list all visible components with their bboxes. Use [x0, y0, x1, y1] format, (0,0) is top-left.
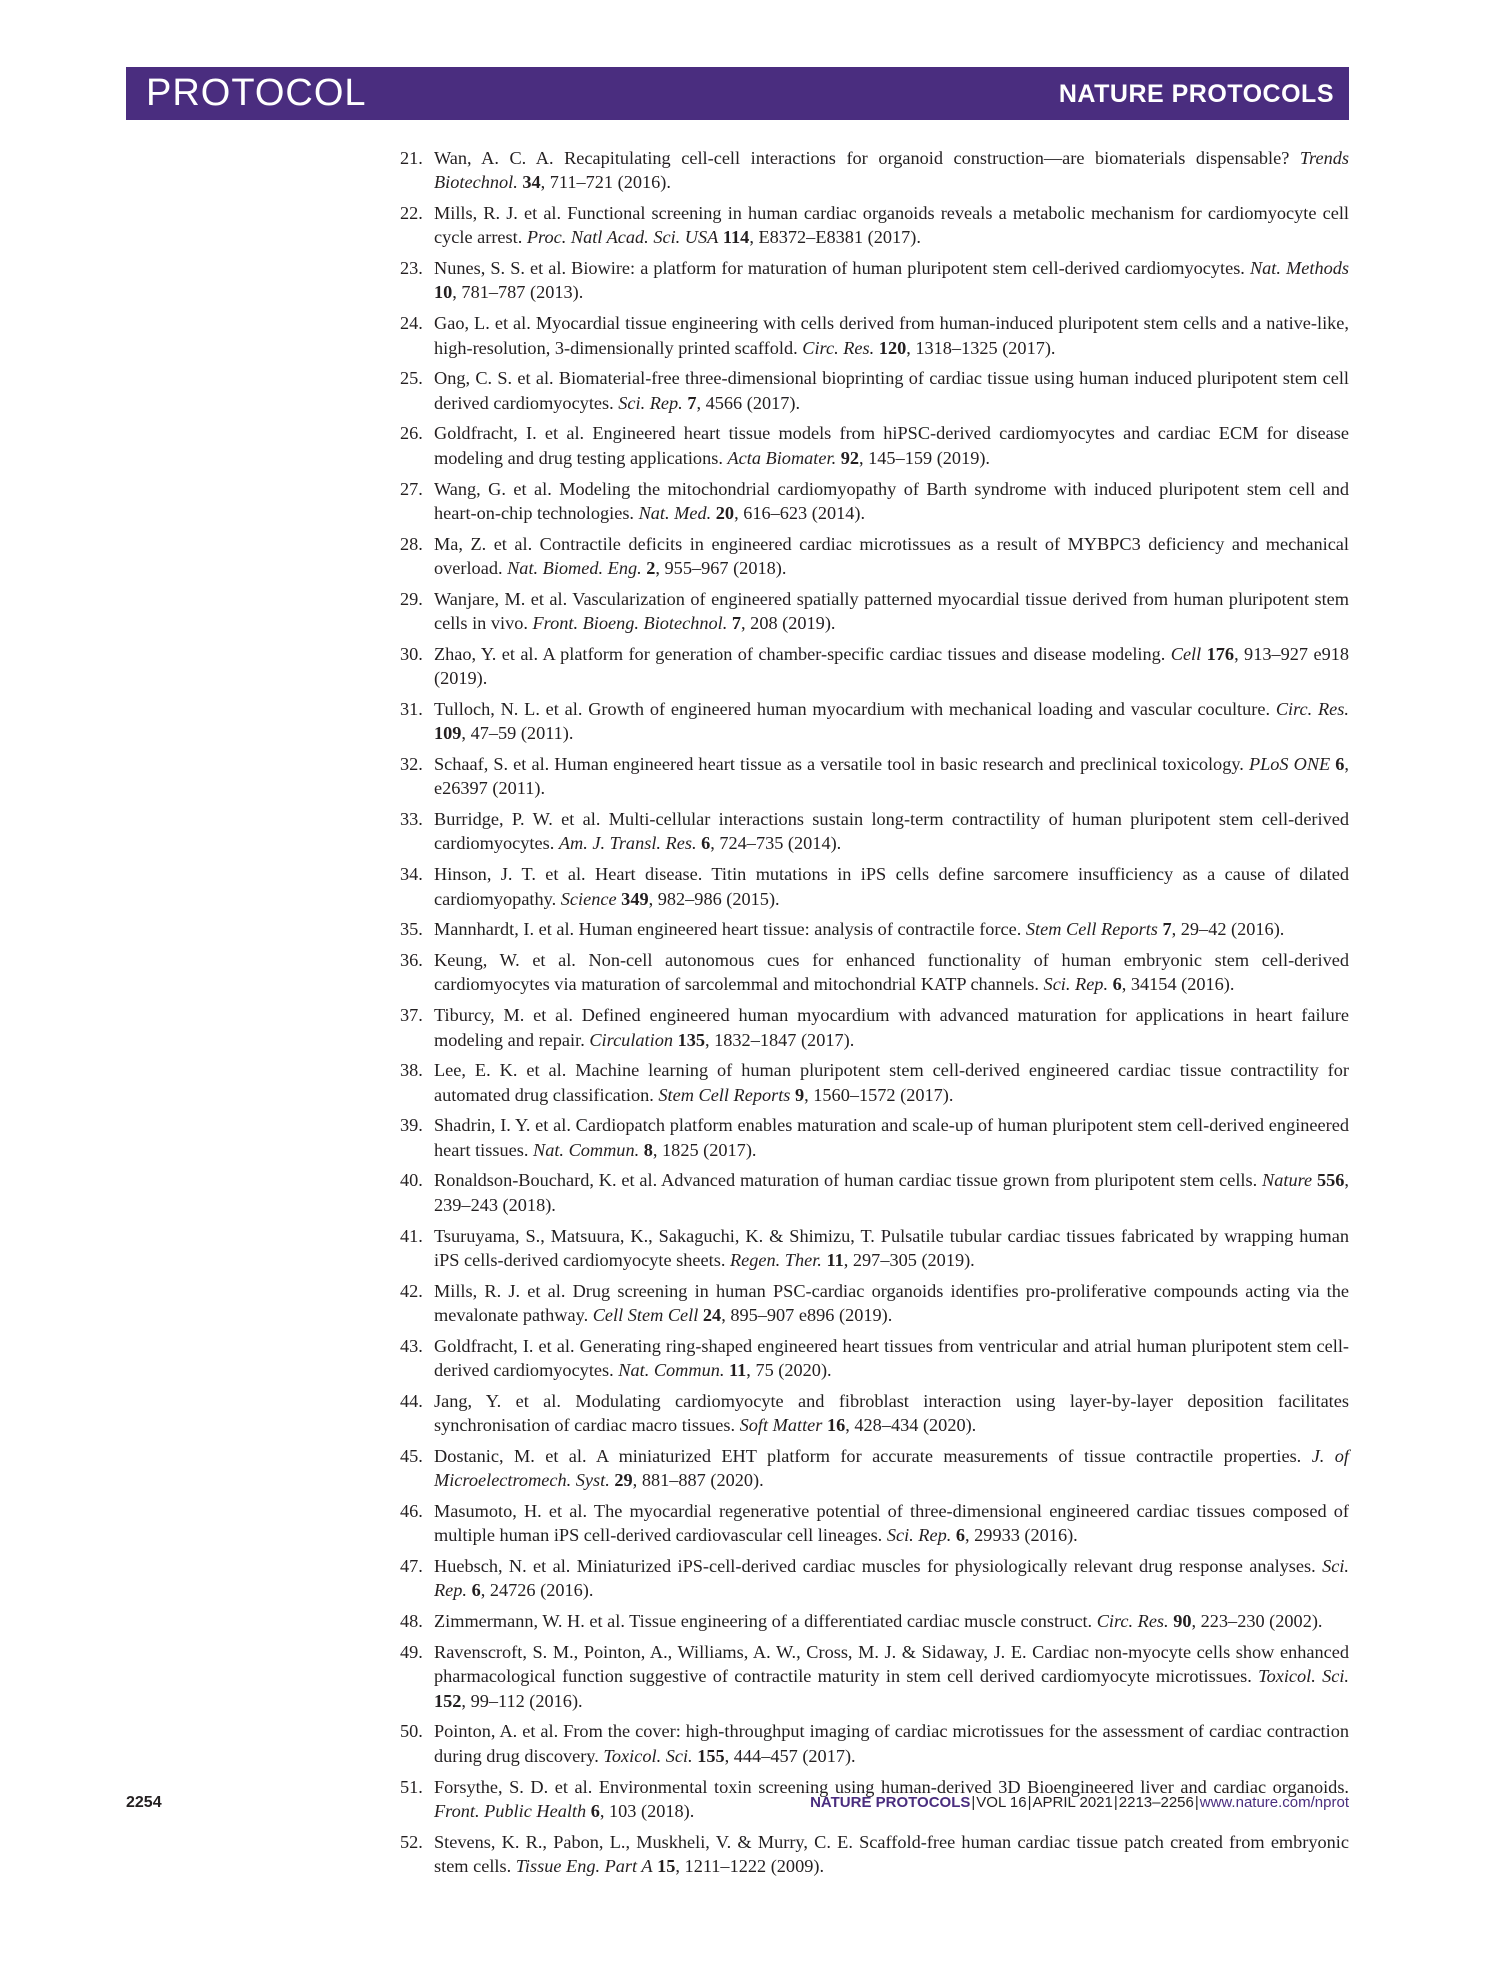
reference-volume: 6 — [955, 1525, 966, 1546]
reference-item — [400, 1224, 1349, 1273]
reference-authors-title: Mills, R. J. et al. Functional screening in human cardiac organoids reveals a metabolic mechanism for cardiomyocyte cell cycle arrest. — [434, 203, 1349, 248]
reference-journal: Sci. Rep. — [618, 392, 683, 413]
reference-text — [434, 642, 1349, 691]
reference-volume: 109 — [434, 723, 462, 744]
reference-number: 29. — [400, 588, 423, 609]
section-label: PROTOCOL — [146, 72, 367, 114]
reference-number: 42. — [400, 1280, 423, 1301]
reference-item — [400, 1444, 1349, 1493]
reference-journal: Circ. Res. — [1275, 698, 1349, 719]
reference-journal: Nat. Methods — [1249, 258, 1349, 279]
reference-volume: 7 — [687, 392, 697, 413]
reference-item — [400, 862, 1349, 911]
reference-text — [434, 1640, 1349, 1713]
reference-text — [434, 587, 1349, 636]
reference-list — [400, 146, 1349, 1885]
reference-item — [400, 642, 1349, 691]
reference-authors-title: Keung, W. et al. Non-cell autonomous cues for enhanced functionality of human embryonic stem cell-derived cardiomyocytes via maturation of sarcolemmal and mitochondrial KATP channels. — [434, 950, 1349, 995]
reference-journal: Nat. Med. — [638, 502, 712, 523]
reference-item — [400, 1499, 1349, 1548]
reference-number: 25. — [400, 368, 423, 389]
reference-journal: Trends Biotechnol. — [434, 148, 1349, 193]
reference-text — [434, 697, 1349, 746]
reference-volume: 20 — [715, 502, 735, 523]
reference-text — [434, 421, 1349, 470]
reference-item — [400, 697, 1349, 746]
reference-volume: 155 — [697, 1745, 725, 1766]
reference-pages-year: , 1211–1222 (2009). — [675, 1855, 825, 1876]
reference-pages-year: , 1825 (2017). — [652, 1139, 757, 1160]
reference-volume: 92 — [840, 447, 859, 468]
reference-text — [434, 1168, 1349, 1217]
reference-number: 49. — [400, 1642, 423, 1663]
reference-number: 48. — [400, 1611, 423, 1632]
reference-item — [400, 917, 1349, 941]
reference-journal: Am. J. Transl. Res. — [558, 833, 697, 854]
reference-authors-title: Huebsch, N. et al. Miniaturized iPS-cell-derived cardiac muscles for physiologically relevant drug response analyses. — [434, 1556, 1316, 1577]
reference-pages-year: , 297–305 (2019). — [843, 1249, 975, 1270]
reference-authors-title: Nunes, S. S. et al. Biowire: a platform for maturation of human pluripotent stem cell-derived cardiomyocytes. — [434, 258, 1245, 279]
footer-citation: NATURE PROTOCOLS|VOL 16|APRIL 2021|2213–2256|www.nature.com/nprot — [810, 1794, 1349, 1811]
reference-volume: 90 — [1173, 1611, 1192, 1632]
reference-number: 50. — [400, 1721, 423, 1742]
reference-item — [400, 421, 1349, 470]
reference-volume: 135 — [677, 1029, 705, 1050]
reference-volume: 29 — [614, 1470, 633, 1491]
reference-number: 41. — [400, 1225, 423, 1246]
reference-pages-year: , 616–623 (2014). — [734, 502, 866, 523]
reference-pages-year: , 223–230 (2002). — [1191, 1611, 1323, 1632]
reference-text — [434, 366, 1349, 415]
reference-text — [434, 1389, 1349, 1438]
reference-number: 28. — [400, 533, 423, 554]
page-number: 2254 — [126, 1794, 162, 1811]
reference-journal: Proc. Natl Acad. Sci. USA — [526, 227, 719, 248]
reference-authors-title: Wanjare, M. et al. Vascularization of engineered spatially patterned myocardial tissue derived from human pluripotent stem cells in vivo. — [434, 588, 1349, 634]
reference-item — [400, 1334, 1349, 1383]
reference-pages-year: , 75 (2020). — [746, 1360, 832, 1381]
reference-volume: 11 — [826, 1249, 844, 1270]
reference-pages-year: , e26397 (2011). — [434, 754, 1349, 799]
reference-pages-year: , 982–986 (2015). — [648, 888, 780, 909]
reference-authors-title: Lee, E. K. et al. Machine learning of human pluripotent stem cell-derived engineered cardiac tissue contractility for automated drug classification. — [434, 1060, 1349, 1105]
reference-item — [400, 587, 1349, 636]
reference-authors-title: Tsuruyama, S., Matsuura, K., Sakaguchi, K. & Shimizu, T. Pulsatile tubular cardiac tissues fabricated by wrapping human iPS cells-derived cardiomyocyte sheets. — [434, 1225, 1349, 1270]
reference-text — [434, 311, 1349, 360]
reference-authors-title: Goldfracht, I. et al. Engineered heart tissue models from hiPSC-derived cardiomyocytes and cardiac ECM for disease modeling and drug testing applications. — [434, 423, 1349, 468]
reference-journal: J. of Microelectromech. Syst. — [434, 1445, 1350, 1491]
reference-pages-year: , 895–907 e896 (2019). — [721, 1304, 893, 1325]
reference-item — [400, 1113, 1349, 1162]
reference-text — [434, 1554, 1349, 1603]
reference-text — [434, 807, 1349, 856]
reference-number: 23. — [400, 258, 423, 279]
footer-date: APRIL 2021 — [1032, 1794, 1113, 1811]
reference-authors-title: Hinson, J. T. et al. Heart disease. Titin mutations in iPS cells define sarcomere insufficiency as a cause of dilated cardiomyopathy. — [434, 864, 1349, 909]
reference-authors-title: Tiburcy, M. et al. Defined engineered human myocardium with advanced maturation for applications in heart failure modeling and repair. — [434, 1005, 1349, 1050]
reference-number: 32. — [400, 754, 423, 775]
reference-text — [434, 146, 1349, 195]
reference-item — [400, 1168, 1349, 1217]
reference-journal: Sci. Rep. — [886, 1525, 952, 1546]
reference-volume: 2 — [646, 557, 656, 578]
reference-authors-title: Stevens, K. R., Pabon, L., Muskheli, V. & Murry, C. E. Scaffold-free human cardiac tissue patch created from embryonic stem cells. — [434, 1831, 1349, 1876]
reference-authors-title: Jang, Y. et al. Modulating cardiomyocyte and fibroblast interaction using layer-by-layer deposition facilitates synchronisation of cardiac macro tissues. — [434, 1390, 1349, 1436]
reference-volume: 7 — [731, 613, 742, 634]
journal-name: NATURE PROTOCOLS — [1058, 80, 1334, 108]
reference-pages-year: , 208 (2019). — [741, 613, 836, 634]
reference-authors-title: Masumoto, H. et al. The myocardial regenerative potential of three-dimensional engineered cardiac tissues composed of multiple human iPS cell-derived cardiovascular cell lineages. — [434, 1501, 1349, 1546]
reference-number: 52. — [400, 1831, 423, 1852]
reference-item — [400, 256, 1349, 305]
reference-journal: Toxicol. Sci. — [1258, 1666, 1349, 1687]
reference-authors-title: Mills, R. J. et al. Drug screening in human PSC-cardiac organoids identifies pro-proliferative compounds acting via the mevalonate pathway. — [434, 1280, 1349, 1325]
reference-authors-title: Forsythe, S. D. et al. Environmental toxin screening using human-derived 3D Bioengineered liver and cardiac organoids. — [434, 1776, 1349, 1797]
reference-text — [434, 862, 1349, 911]
reference-text — [434, 1609, 1349, 1633]
reference-number: 36. — [400, 950, 423, 971]
reference-authors-title: Ronaldson-Bouchard, K. et al. Advanced maturation of human cardiac tissue grown from pluripotent stem cells. — [434, 1170, 1258, 1191]
reference-pages-year: , 239–243 (2018). — [434, 1170, 1349, 1215]
reference-journal: Stem Cell Reports — [1025, 919, 1158, 940]
reference-number: 44. — [400, 1390, 423, 1411]
reference-item — [400, 1640, 1349, 1713]
reference-pages-year: , 444–457 (2017). — [724, 1745, 856, 1766]
reference-volume: 176 — [1206, 643, 1235, 664]
reference-journal: Nat. Commun. — [618, 1360, 725, 1381]
reference-text — [434, 1224, 1349, 1273]
reference-pages-year: , 781–787 (2013). — [452, 282, 584, 303]
reference-text — [434, 1830, 1349, 1879]
reference-item — [400, 146, 1349, 195]
reference-authors-title: Shadrin, I. Y. et al. Cardiopatch platform enables maturation and scale-up of human pluripotent stem cell-derived engineered heart tissues. — [434, 1115, 1349, 1160]
reference-journal: Cell — [1170, 643, 1202, 664]
reference-number: 33. — [400, 809, 423, 830]
reference-item — [400, 366, 1349, 415]
reference-text — [434, 1113, 1349, 1162]
reference-pages-year: , 881–887 (2020). — [632, 1470, 764, 1491]
reference-journal: Cell Stem Cell — [592, 1304, 699, 1325]
reference-volume: 34 — [522, 172, 541, 193]
reference-pages-year: , 29933 (2016). — [965, 1525, 1078, 1546]
reference-text — [434, 1334, 1349, 1383]
reference-journal: Nature — [1262, 1170, 1313, 1191]
reference-authors-title: Ong, C. S. et al. Biomaterial-free three-dimensional bioprinting of cardiac tissue using human induced pluripotent stem cell derived cardiomyocytes. — [434, 368, 1349, 413]
reference-volume: 11 — [729, 1360, 747, 1381]
reference-volume: 6 — [1112, 974, 1122, 995]
reference-pages-year: , 34154 (2016). — [1121, 974, 1235, 995]
reference-volume: 120 — [878, 337, 907, 358]
reference-volume: 556 — [1316, 1170, 1345, 1191]
reference-volume: 9 — [794, 1084, 805, 1105]
footer-journal: NATURE PROTOCOLS — [810, 1794, 971, 1811]
reference-number: 34. — [400, 864, 423, 885]
reference-text — [434, 752, 1349, 801]
reference-number: 21. — [400, 148, 423, 168]
reference-volume: 16 — [826, 1415, 846, 1436]
reference-pages-year: , 103 (2018). — [599, 1800, 695, 1821]
footer-volume: VOL 16 — [976, 1794, 1027, 1811]
reference-journal: Sci. Rep. — [1043, 974, 1109, 995]
reference-text — [434, 532, 1349, 581]
reference-volume: 349 — [621, 888, 649, 909]
reference-text — [434, 1499, 1349, 1548]
reference-number: 45. — [400, 1445, 423, 1466]
reference-text — [434, 1444, 1349, 1493]
reference-number: 24. — [400, 313, 423, 334]
reference-pages-year: , 99–112 (2016). — [461, 1690, 583, 1711]
reference-pages-year: , 47–59 (2011). — [461, 723, 574, 744]
reference-journal: Acta Biomater. — [727, 447, 837, 468]
reference-journal: Toxicol. Sci. — [603, 1745, 693, 1766]
reference-pages-year: , 955–967 (2018). — [655, 557, 787, 578]
reference-journal: Tissue Eng. Part A — [515, 1855, 653, 1876]
reference-pages-year: , 145–159 (2019). — [859, 447, 991, 468]
reference-authors-title: Mannhardt, I. et al. Human engineered heart tissue: analysis of contractile force. — [434, 919, 1022, 940]
reference-item — [400, 201, 1349, 250]
reference-number: 22. — [400, 203, 423, 224]
reference-journal: Science — [560, 888, 617, 909]
reference-volume: 6 — [590, 1800, 600, 1821]
reference-item — [400, 948, 1349, 997]
reference-journal: Front. Bioeng. Biotechnol. — [532, 613, 728, 634]
reference-number: 40. — [400, 1170, 423, 1191]
reference-volume: 24 — [702, 1304, 722, 1325]
reference-journal: Nat. Commun. — [533, 1139, 640, 1160]
reference-authors-title: Pointon, A. et al. From the cover: high-throughput imaging of cardiac microtissues for the assessment of cardiac contraction during drug discovery. — [434, 1721, 1349, 1766]
reference-journal: PLoS ONE — [1248, 754, 1331, 775]
reference-journal: Soft Matter — [739, 1415, 823, 1436]
reference-pages-year: , 1832–1847 (2017). — [704, 1029, 855, 1050]
footer-url-link[interactable]: www.nature.com/nprot — [1199, 1794, 1349, 1811]
reference-authors-title: Wan, A. C. A. Recapitulating cell-cell interactions for organoid construction—are biomaterials dispensable? — [434, 148, 1290, 168]
reference-pages-year: , 428–434 (2020). — [845, 1415, 977, 1436]
reference-pages-year: , 711–721 (2016). — [540, 172, 671, 193]
reference-item — [400, 532, 1349, 581]
reference-authors-title: Gao, L. et al. Myocardial tissue engineering with cells derived from human-induced pluripotent stem cells and a native-like, high-resolution, 3-dimensionally printed scaffold. — [434, 313, 1349, 358]
reference-text — [434, 201, 1349, 250]
header-bar — [126, 67, 1349, 120]
reference-number: 30. — [400, 643, 423, 664]
reference-authors-title: Tulloch, N. L. et al. Growth of engineered human myocardium with mechanical loading and vascular coculture. — [434, 698, 1271, 719]
reference-number: 26. — [400, 423, 423, 444]
reference-pages-year: , 724–735 (2014). — [710, 833, 842, 854]
reference-item — [400, 1830, 1349, 1879]
reference-volume: 114 — [722, 227, 750, 248]
reference-number: 38. — [400, 1060, 423, 1081]
reference-journal: Stem Cell Reports — [658, 1084, 791, 1105]
footer-pages: 2213–2256 — [1118, 1794, 1194, 1811]
reference-journal: Regen. Ther. — [729, 1249, 822, 1270]
reference-text — [434, 917, 1349, 941]
reference-journal: Sci. Rep. — [434, 1556, 1349, 1601]
reference-pages-year: , 1560–1572 (2017). — [804, 1084, 954, 1105]
reference-item — [400, 1058, 1349, 1107]
reference-volume: 6 — [1335, 754, 1345, 775]
reference-journal: Circ. Res. — [1096, 1611, 1169, 1632]
reference-number: 46. — [400, 1501, 423, 1522]
reference-authors-title: Ravenscroft, S. M., Pointon, A., Williams, A. W., Cross, M. J. & Sidaway, J. E. Cardiac non-myocyte cells show enhanced pharmacological function suggestive of contractile maturity in stem cell derived cardiomyocyte microtissues. — [434, 1642, 1349, 1687]
reference-number: 37. — [400, 1005, 423, 1026]
reference-authors-title: Dostanic, M. et al. A miniaturized EHT platform for accurate measurements of tissue contractile properties. — [434, 1445, 1302, 1466]
reference-number: 27. — [400, 478, 423, 499]
reference-text — [434, 1279, 1349, 1328]
reference-authors-title: Schaaf, S. et al. Human engineered heart tissue as a versatile tool in basic research and preclinical toxicology. — [434, 754, 1244, 775]
reference-journal: Circ. Res. — [802, 337, 875, 358]
reference-authors-title: Zhao, Y. et al. A platform for generation of chamber-specific cardiac tissues and disease modeling. — [434, 643, 1166, 664]
reference-item — [400, 752, 1349, 801]
reference-item — [400, 1554, 1349, 1603]
reference-pages-year: , E8372–E8381 (2017). — [749, 227, 921, 248]
reference-number: 51. — [400, 1776, 423, 1797]
reference-item — [400, 1279, 1349, 1328]
reference-authors-title: Ma, Z. et al. Contractile deficits in engineered cardiac microtissues as a result of MYBPC3 deficiency and mechanical overload. — [434, 533, 1349, 578]
reference-authors-title: Zimmermann, W. H. et al. Tissue engineering of a differentiated cardiac muscle construct. — [434, 1611, 1093, 1632]
reference-pages-year: , 24726 (2016). — [480, 1580, 594, 1601]
reference-text — [434, 948, 1349, 997]
reference-pages-year: , 29–42 (2016). — [1171, 919, 1285, 940]
reference-volume: 8 — [643, 1139, 653, 1160]
reference-journal: Nat. Biomed. Eng. — [507, 557, 642, 578]
reference-item — [400, 311, 1349, 360]
reference-text — [434, 1003, 1349, 1052]
reference-text — [434, 1058, 1349, 1107]
reference-number: 35. — [400, 919, 423, 940]
reference-number: 47. — [400, 1556, 423, 1577]
reference-authors-title: Wang, G. et al. Modeling the mitochondrial cardiomyopathy of Barth syndrome with induced pluripotent stem cell and heart-on-chip technologies. — [434, 478, 1349, 523]
reference-item — [400, 477, 1349, 526]
reference-volume: 6 — [701, 833, 711, 854]
reference-journal: Front. Public Health — [434, 1800, 587, 1821]
reference-item — [400, 1609, 1349, 1633]
reference-number: 39. — [400, 1115, 423, 1136]
reference-volume: 7 — [1162, 919, 1172, 940]
reference-item — [400, 807, 1349, 856]
reference-volume: 15 — [657, 1855, 676, 1876]
reference-item — [400, 1389, 1349, 1438]
reference-text — [434, 1719, 1349, 1768]
reference-volume: 152 — [434, 1690, 462, 1711]
reference-number: 43. — [400, 1335, 423, 1356]
reference-journal: Circulation — [589, 1029, 673, 1050]
reference-authors-title: Goldfracht, I. et al. Generating ring-shaped engineered heart tissues from ventricular and atrial human pluripotent stem cell-derived cardiomyocytes. — [434, 1335, 1349, 1381]
reference-pages-year: , 4566 (2017). — [696, 392, 801, 413]
reference-text — [434, 477, 1349, 526]
reference-volume: 6 — [471, 1580, 481, 1601]
reference-volume: 10 — [434, 282, 453, 303]
reference-item — [400, 1003, 1349, 1052]
reference-text — [434, 256, 1349, 305]
reference-authors-title: Burridge, P. W. et al. Multi-cellular interactions sustain long-term contractility of human pluripotent stem cell-derived cardiomyocytes. — [434, 809, 1349, 854]
reference-item — [400, 1719, 1349, 1768]
reference-number: 31. — [400, 698, 423, 719]
reference-pages-year: , 1318–1325 (2017). — [906, 337, 1056, 358]
reference-pages-year: , 913–927 e918 (2019). — [434, 643, 1349, 689]
